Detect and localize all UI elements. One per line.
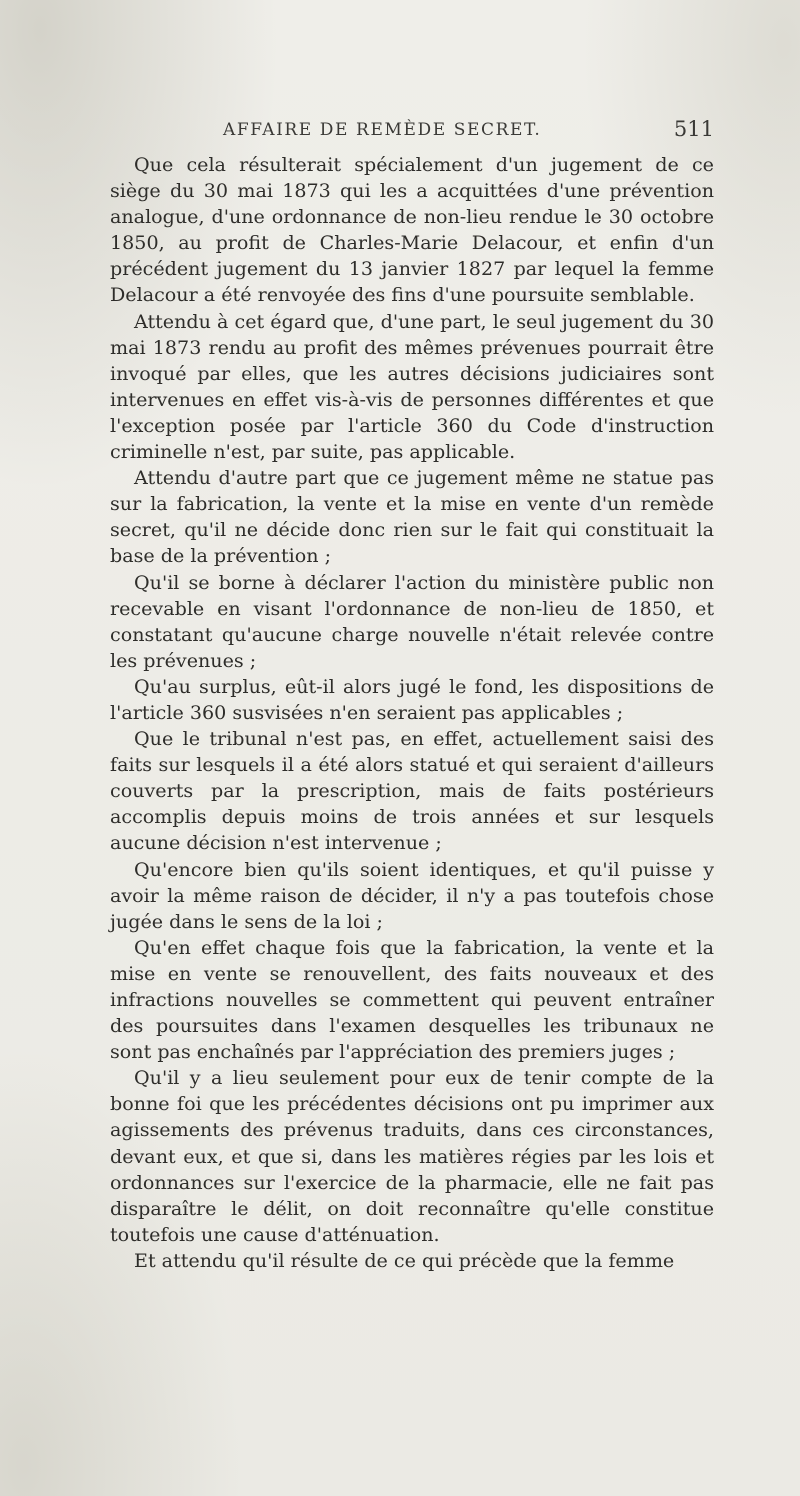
paragraph: Que le tribunal n'est pas, en effet, actuellement saisi des faits sur lesquels il a été alors statué et qui seraient d'ailleurs couverts par la prescription, mais de faits postérieurs accomplis depuis moins de trois années et sur lesquels aucune décision n'est intervenue ; [110,727,714,855]
paragraph: Qu'il y a lieu seulement pour eux de tenir compte de la bonne foi que les précédentes décisions ont pu imprimer aux agissements des prévenus traduits, dans ces circonstances, devant eux, et que si, dans les matières régies par les lois et ordonnances sur l'exercice de la pharmacie, elle ne fait pas disparaître le délit, on doit reconnaître qu'elle constitue toutefois une cause d'atténuation. [110,1066,714,1246]
paragraph: Attendu à cet égard que, d'une part, le seul jugement du 30 mai 1873 rendu au profit des mêmes prévenues pourrait être invoqué par elles, que les autres décisions judiciaires sont intervenues en effet vis-à-vis de personnes différentes et que l'exception posée par l'article 360 du Code d'instruction criminelle n'est, par suite, pas applicable. [110,309,714,464]
paragraph: Que cela résulterait spécialement d'un jugement de ce siège du 30 mai 1873 qui les a acquittées d'une prévention analogue, d'une ordonnance de non-lieu rendue le 30 octobre 1850, au profit de Charles-Marie Delacour, et enfin d'un précédent jugement du 13 janvier 1827 par lequel la femme Delacour a été renvoyée des fins d'une poursuite semblable. [110,153,714,307]
paragraph: Et attendu qu'il résulte de ce qui précède que la femme [134,1248,675,1272]
running-head [0,117,800,150]
paragraph: Qu'en effet chaque fois que la fabrication, la vente et la mise en vente se renouvellent, des faits nouveaux et des infractions nouvelles se commettent qui peuvent entraîner des poursuites dans l'examen desquelles les tribunaux ne sont pas enchaînés par l'appréciation des premiers juges ; [110,935,714,1064]
page-number: 511 [673,117,714,141]
paragraph: Attendu d'autre part que ce jugement même ne statue pas sur la fabrication, la vente et la mise en vente d'un remède secret, qu'il ne décide donc rien sur le fait qui constituait la base de la prévention ; [110,466,714,568]
paragraph: Qu'au surplus, eût-il alors jugé le fond, les dispositions de l'article 360 susvisées n'en seraient pas applicables ; [110,674,714,724]
paragraph: Qu'encore bien qu'ils soient identiques, et qu'il puisse y avoir la même raison de décider, il n'y a pas toutefois chose jugée dans le sens de la loi ; [110,857,714,933]
running-title: AFFAIRE DE REMÈDE SECRET. [223,120,542,140]
body-text [110,152,714,1274]
paragraph: Qu'il se borne à déclarer l'action du ministère public non recevable en visant l'ordonnance de non-lieu de 1850, et constatant qu'aucune charge nouvelle n'était relevée contre les prévenues ; [110,570,714,672]
